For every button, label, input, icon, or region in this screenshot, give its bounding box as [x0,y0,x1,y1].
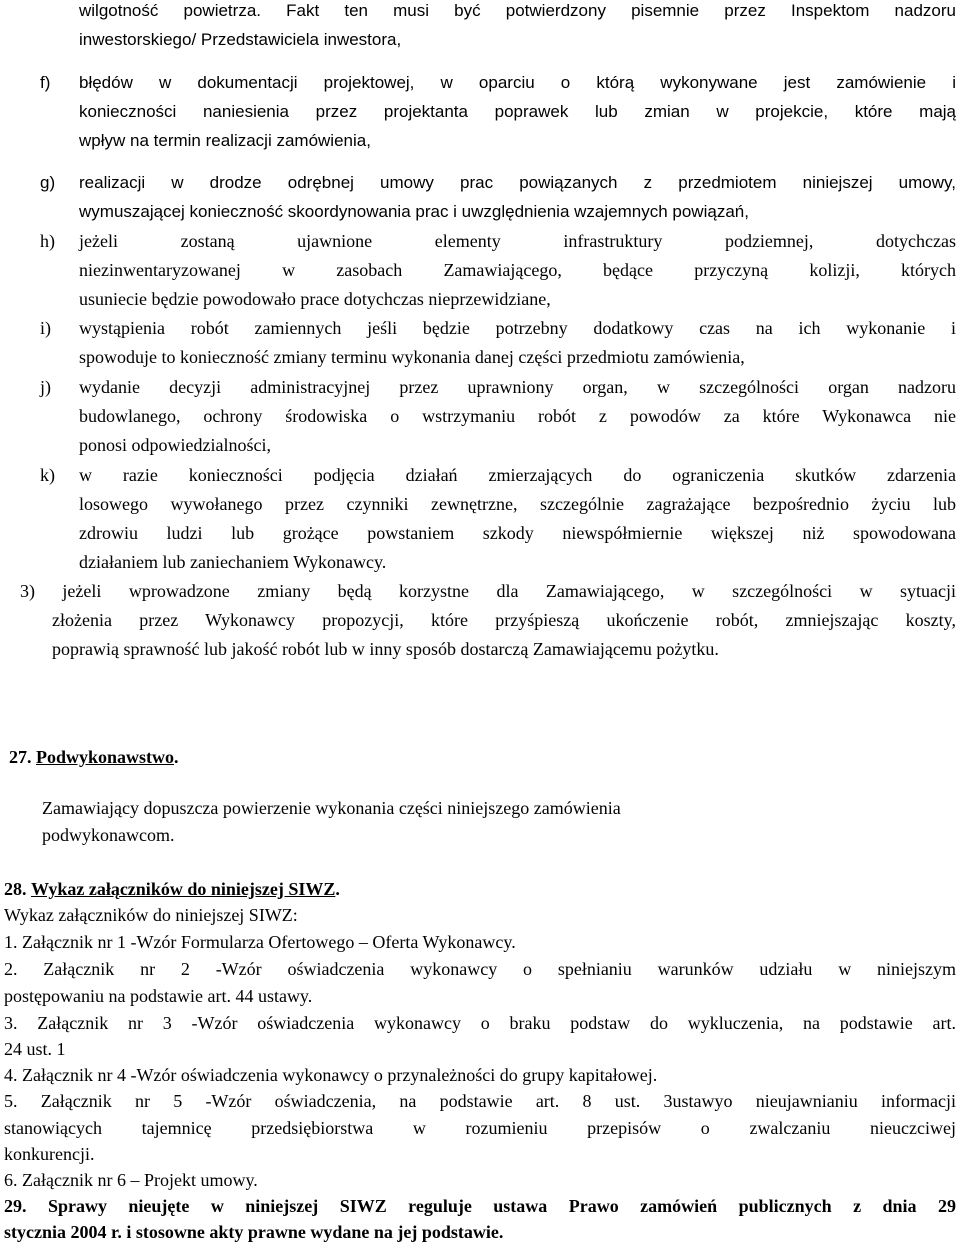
list-item-line: usuniecie będzie powodowało prace dotychczas nieprzewidziane, [79,289,551,309]
list-item: 4. Załącznik nr 4 -Wzór oświadczenia wykonawcy o przynależności do grupy kapitałowej. [4,1065,658,1085]
section-heading-28: 28. Wykaz załączników do niniejszej SIWZ. [4,879,340,899]
list-item-line: realizacji w drodze odrębnej umowy prac powiązanych z przedmiotem niniejszej umowy, [79,173,956,192]
list-item: 1. Załącznik nr 1 -Wzór Formularza Ofertowego – Oferta Wykonawcy. [4,932,516,952]
list-item-line: losowego wywołanego przez czynniki zewnętrzne, szczególnie zagrażające bezpośrednio życiu lub [79,494,956,514]
list-item-line: budowlanego, ochrony środowiska o wstrzymaniu robót z powodów za które Wykonawca nie [79,406,956,426]
list-item: postępowaniu na podstawie art. 44 ustawy. [4,986,313,1006]
list-item-line: w razie konieczności podjęcia działań zmierzających do ograniczenia skutków zdarzenia [79,465,956,485]
list-item-line: spowoduje to konieczność zmiany terminu wykonania danej części przedmiotu zamówienia, [79,347,745,367]
list-item: konkurencji. [4,1144,95,1164]
list-item: 2. Załącznik nr 2 -Wzór oświadczenia wykonawcy o spełnianiu warunków udziału w niniejszym [4,959,956,979]
list-item-line: działaniem lub zaniechaniem Wykonawcy. [79,552,387,572]
paragraph-line: 3) jeżeli wprowadzone zmiany będą korzystne dla Zamawiającego, w szczególności w sytuacji [20,581,956,601]
list-item-line: wydanie decyzji administracyjnej przez uprawniony organ, w szczególności organ nadzoru [79,377,956,397]
list-item-line: wymuszającej konieczność skoordynowania prac i uwzględnienia wzajemnych powiązań, [79,202,749,221]
list-item-line: błędów w dokumentacji projektowej, w oparciu o którą wykonywane jest zamówienie i [79,73,956,92]
list-item-line: konieczności naniesienia przez projektanta poprawek lub zmian w projekcie, które mają [79,102,956,121]
list-item: 6. Załącznik nr 6 – Projekt umowy. [4,1170,258,1190]
list-item-line: wpływ na termin realizacji zamówienia, [79,131,371,150]
paragraph-line: inwestorskiego/ Przedstawiciela inwestora, [79,30,402,49]
list-item-line: wystąpienia robót zamiennych jeśli będzie potrzebny dodatkowy czas na ich wykonanie i [79,318,956,338]
list-item: 5. Załącznik nr 5 -Wzór oświadczenia, na podstawie art. 8 ust. 3ustawyo nieujawnianiu informacji [4,1091,956,1111]
list-label: g) [40,173,56,192]
list-item: stanowiących tajemnicę przedsiębiorstwa w rozumieniu przepisów o zwalczaniu nieuczciwej [4,1118,956,1138]
paragraph-line: Zamawiający dopuszcza powierzenie wykonania części niniejszego zamówienia [42,798,621,818]
section-heading-27: 27. Podwykonawstwo. [9,747,179,767]
list-item-line: zdrowiu ludzi lub grożące powstaniem szkody niewspółmiernie większej niż spowodowana [79,523,956,543]
list-label: f) [40,73,51,92]
list-item-line: niezinwentaryzowanej w zasobach Zamawiającego, będące przyczyną kolizji, których [79,260,956,280]
list-label: i) [40,318,51,338]
paragraph-line: Wykaz załączników do niniejszej SIWZ: [4,905,298,925]
list-item-line: ponosi odpowiedzialności, [79,435,271,455]
list-item: 24 ust. 1 [4,1039,66,1059]
list-label: k) [40,465,55,485]
section-heading-29: 29. Sprawy nieujęte w niniejszej SIWZ reguluje ustawa Prawo zamówień publicznych z dnia 29 [4,1196,956,1216]
section-29-line: stycznia 2004 r. i stosowne akty prawne wydane na jej podstawie. [4,1222,504,1242]
list-label: h) [40,231,55,251]
paragraph-line: podwykonawcom. [42,825,175,845]
list-label: j) [40,377,51,397]
paragraph-line: złożenia przez Wykonawcy propozycji, które przyśpieszą ukończenie robót, zmniejszając koszty, [52,610,956,630]
list-item: 3. Załącznik nr 3 -Wzór oświadczenia wykonawcy o braku podstaw do wykluczenia, na podstawie art. [4,1013,956,1033]
paragraph-line: wilgotność powietrza. Fakt ten musi być potwierdzony pisemnie przez Inspektom nadzoru [79,1,956,20]
paragraph-line: poprawią sprawność lub jakość robót lub w inny sposób dostarczą Zamawiającemu pożytku. [52,639,719,659]
list-item-line: jeżeli zostaną ujawnione elementy infrastruktury podziemnej, dotychczas [79,231,956,251]
